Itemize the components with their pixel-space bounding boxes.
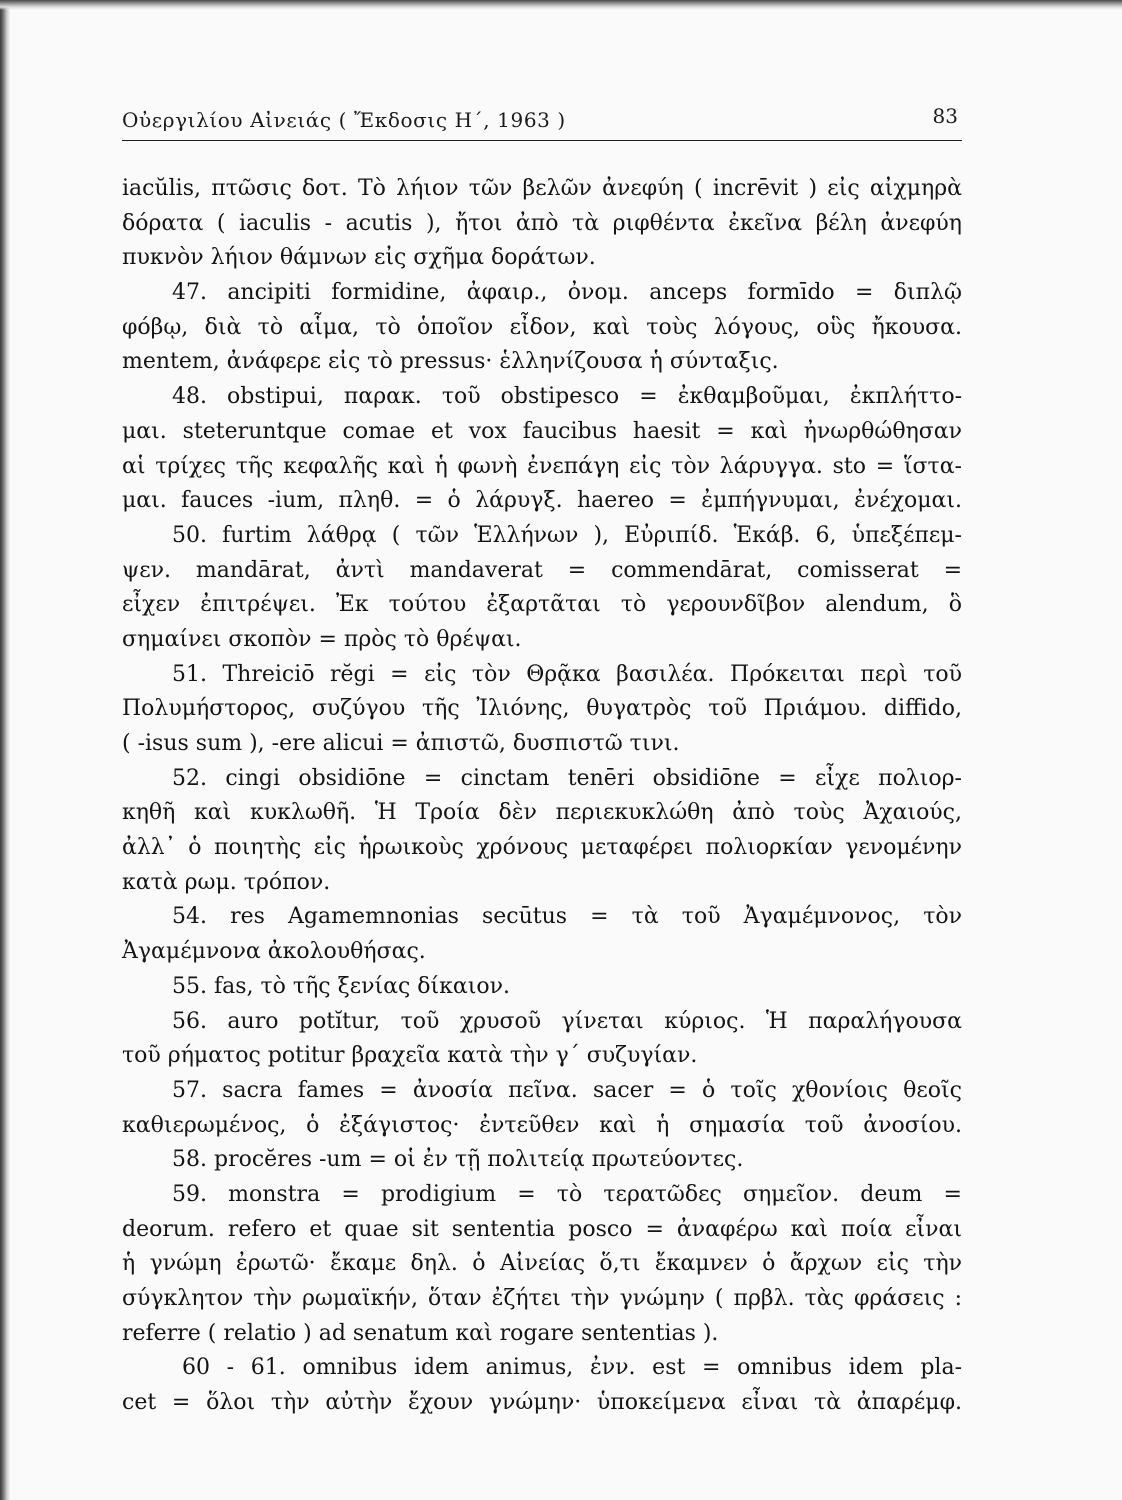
text-line: 60 - 61. omnibus idem animus, ἐνν. est = omnibus idem pla- — [182, 1355, 962, 1381]
header-rule — [122, 140, 962, 141]
text-line: 58. procĕres -um = οἱ ἐν τῇ πολιτείᾳ πρωτεύοντες. — [172, 1147, 744, 1173]
text-line: τοῦ ρήματος potitur βραχεῖα κατὰ τὴν γ΄ συζυγίαν. — [122, 1043, 698, 1069]
text-line: 56. auro potĭtur, τοῦ χρυσοῦ γίνεται κύριος. Ἡ παραλήγουσα — [172, 1008, 962, 1034]
running-header-title: Οὐεργιλίου Αἰνειάς ( Ἔκδοσις Η΄, 1963 ) — [122, 108, 566, 132]
text-line: εἶχεν ἐπιτρέψει. Ἐκ τούτου ἐξαρτᾶται τὸ γερουνδῖβον alendum, ὃ — [122, 592, 962, 618]
text-line: σύγκλητον τὴν ρωμαϊκήν, ὅταν ἐζήτει τὴν γνώμην ( πρβλ. τὰς φράσεις : — [122, 1286, 962, 1311]
text-line: 52. cingi obsidiōne = cinctam tenēri obsidiōne = εἶχε πολιορ- — [172, 765, 962, 791]
text-line: κατὰ ρωμ. τρόπον. — [122, 869, 331, 895]
text-line: μαι. fauces -ium, πληθ. = ὁ λάρυγξ. haereo = ἐμπήγνυμαι, ἐνέχομαι. — [122, 488, 962, 514]
text-line: 47. ancipiti formidine, ἀφαιρ., ὀνομ. anceps formīdo = διπλῷ — [172, 280, 962, 306]
text-line: 51. Threiciō rĕgi = εἰς τὸν Θρᾷκα βασιλέα. Πρόκειται περὶ τοῦ — [172, 661, 962, 687]
text-line: κηθῆ καὶ κυκλωθῆ. Ἡ Τροία δὲν περιεκυκλώθη ἀπὸ τοὺς Ἀχαιούς, — [122, 800, 962, 826]
text-line: deorum. refero et quae sit sententia posco = ἀναφέρω καὶ ποία εἶναι — [122, 1216, 962, 1242]
text-line: μαι. steteruntque comae et vox faucibus haesit = καὶ ἠνωρθώθησαν — [122, 418, 962, 444]
text-line: 57. sacra fames = ἀνοσία πεῖνα. sacer = ὁ τοῖς χθονίοις θεοῖς — [172, 1077, 962, 1103]
scan-edge-left — [0, 0, 10, 1500]
text-line: δόρατα ( iaculis - acutis ), ἤτοι ἀπὸ τὰ ριφθέντα ἐκεῖνα βέλη ἀνεφύη — [122, 210, 962, 236]
text-line: φόβῳ, διὰ τὸ αἷμα, τὸ ὁποῖον εἶδον, καὶ τοὺς λόγους, οὓς ἤκουσα. — [122, 314, 962, 340]
commentary-text — [122, 172, 962, 1421]
text-line: καθιερωμένος, ὁ ἐξάγιστος· ἐντεῦθεν καὶ ἡ σημασία τοῦ ἀνοσίου. — [122, 1112, 962, 1138]
text-line: πυκνὸν λήιον θάμνων εἰς σχῆμα δοράτων. — [122, 245, 596, 271]
scan-edge-top — [0, 0, 1122, 10]
page-number: 83 — [932, 104, 958, 128]
text-line: 50. furtim λάθρᾳ ( τῶν Ἑλλήνων ), Εὐριπίδ. Ἑκάβ. 6, ὑπεξέπεμ- — [172, 522, 962, 548]
text-line: ( -isus sum ), -ere alicui = ἀπιστῶ, δυσπιστῶ τινι. — [122, 731, 680, 756]
text-line: Ἀγαμέμνονα ἀκολουθήσας. — [122, 939, 426, 965]
text-line: cet = ὅλοι τὴν αὐτὴν ἔχουν γνώμην· ὑποκείμενα εἶναι τὰ ἀπαρέμφ. — [122, 1390, 962, 1416]
text-line: ἡ γνώμη ἐρωτῶ· ἔκαμε δηλ. ὁ Αἰνείας ὅ,τι ἔκαμνεν ὁ ἄρχων εἰς τὴν — [122, 1251, 962, 1277]
text-line: referre ( relatio ) ad senatum καὶ rogare sententias ). — [122, 1320, 719, 1346]
text-line: ἀλλ᾽ ὁ ποιητὴς εἰς ἡρωικοὺς χρόνους μεταφέρει πολιορκίαν γενομένην — [122, 835, 962, 861]
text-line: 54. res Agamemnonias secūtus = τὰ τοῦ Ἀγαμέμνονος, τὸν — [172, 904, 962, 930]
text-line: αἱ τρίχες τῆς κεφαλῆς καὶ ἡ φωνὴ ἐνεπάγη εἰς τὸν λάρυγγα. sto = ἵστα- — [122, 453, 962, 479]
running-header — [122, 100, 962, 140]
text-line: 59. monstra = prodigium = τὸ τερατῶδες σημεῖον. deum = — [172, 1181, 962, 1207]
text-line: 48. obstipui, παρακ. τοῦ obstipesco = ἐκθαμβοῦμαι, ἐκπλήττο- — [172, 384, 962, 410]
text-line: mentem, ἀνάφερε εἰς τὸ pressus· ἑλληνίζουσα ἡ σύνταξις. — [122, 349, 779, 375]
text-line: σημαίνει σκοπὸν = πρὸς τὸ θρέψαι. — [122, 626, 522, 652]
text-line: Πολυμήστορος, συζύγου τῆς Ἰλιόνης, θυγατρὸς τοῦ Πριάμου. diffido, — [122, 696, 962, 722]
text-line: iacŭlis, πτῶσις δοτ. Τὸ λήιον τῶν βελῶν ἀνεφύη ( incrēvit ) εἰς αἰχμηρὰ — [122, 176, 962, 201]
text-line: 55. fas, τὸ τῆς ξενίας δίκαιον. — [172, 973, 510, 999]
text-line: ψεν. mandārat, ἀντὶ mandaverat = commendārat, comisserat = — [122, 557, 962, 583]
